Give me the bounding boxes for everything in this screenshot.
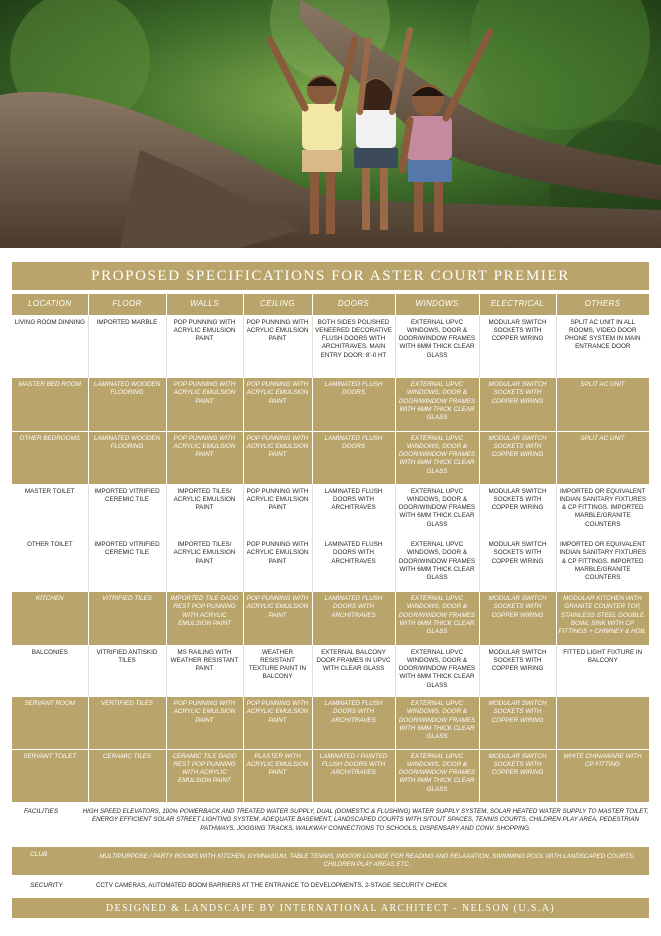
spec-cell: EXTERNAL UPVC WINDOWS, DOOR & DOOR/WINDOW FRAMES WITH 6MM THICK CLEAR GLASS — [395, 378, 479, 431]
table-header-row — [12, 294, 649, 315]
spec-cell: VITRIFIED TILES — [88, 592, 166, 645]
facilities-section — [12, 804, 649, 846]
spec-cell: MS RAILING WITH WEATHER RESISTANT PAINT — [166, 645, 243, 697]
spec-cell: POP PUNNING WITH ACRYLIC EMULSION PAINT — [166, 431, 243, 484]
spec-cell: IMPORTED VITRIFIED CEREMIC TILE — [88, 538, 166, 592]
spec-cell: IMPORTED OR EQUIVALENT INDIAN SANITARY FIXTURES & CP FITTINGS. IMPORTED MARBLE/GRANITE COUNTERS — [556, 538, 649, 592]
column-header: OTHERS — [556, 294, 649, 315]
spec-cell: EXTERNAL UPVC WINDOWS, DOOR & DOOR/WINDOW FRAMES WITH 6MM THICK CLEAR GLASS — [395, 484, 479, 538]
facilities-label: FACILITIES — [24, 808, 59, 815]
spec-cell: IMPORTED VITRIFIED CEREMIC TILE — [88, 484, 166, 538]
spec-cell: BOTH SIDES POLISHED VENEERED DECORATIVE FLUSH DOORS WITH ARCHITRAVES. MAIN ENTRY DOOR: 8'-0 HT — [312, 315, 395, 378]
spec-cell: MODULAR SWITCH SOCKETS WITH COPPER WIRING — [479, 697, 556, 749]
spec-cell: POP PUNNING WITH ACRYLIC EMULSION PAINT — [166, 378, 243, 431]
spec-cell: EXTERNAL UPVC WINDOWS, DOOR & DOOR/WINDOW FRAMES WITH 6MM THICK CLEAR GLASS — [395, 645, 479, 697]
column-header: FLOOR — [88, 294, 166, 315]
location-cell: BALCONIES — [12, 645, 88, 697]
column-header: WINDOWS — [395, 294, 479, 315]
spec-cell: MODULAR SWITCH SOCKETS WITH COPPER WIRING — [479, 315, 556, 378]
club-section — [12, 847, 649, 875]
spec-cell: POP PUNNING WITH ACRYLIC EMULSION PAINT — [243, 431, 312, 484]
hero-photo — [0, 0, 661, 248]
page-title: PROPOSED SPECIFICATIONS FOR ASTER COURT PREMIER — [91, 267, 570, 284]
location-cell: LIVING ROOM DINNING — [12, 315, 88, 378]
spec-cell: PLASTER WITH ACRYLIC EMULSION PAINT — [243, 749, 312, 802]
table-row — [12, 378, 649, 431]
spec-cell: MODULAR SWITCH SOCKETS WITH COPPER WIRING — [479, 592, 556, 645]
table-row — [12, 315, 649, 378]
spec-cell: POP PUNNING WITH ACRYLIC EMULSION PAINT — [243, 697, 312, 749]
spec-cell — [556, 697, 649, 749]
spec-cell: CERAMIC TILES — [88, 749, 166, 802]
spec-cell: VITRIFIED ANTISKID TILES — [88, 645, 166, 697]
specifications-table — [12, 294, 650, 803]
table-row — [12, 484, 649, 538]
spec-cell: MODULAR SWITCH SOCKETS WITH COPPER WIRING — [479, 378, 556, 431]
table-row — [12, 697, 649, 749]
security-text: CCTV CAMERAS, AUTOMATED BOOM BARRIERS AT THE ENTRANCE TO DEVELOPMENTS, 2-STAGE SECURITY CHECK — [96, 882, 448, 889]
spec-cell: MODULAR SWITCH SOCKETS WITH COPPER WIRING — [479, 645, 556, 697]
spec-cell: POP PUNNING WITH ACRYLIC EMULSION PAINT — [243, 538, 312, 592]
security-section — [12, 876, 649, 898]
column-header: WALLS — [166, 294, 243, 315]
children-on-tree-illustration — [0, 0, 661, 248]
spec-cell: WEATHER RESISTANT TEXTURE PAINT IN BALCONY — [243, 645, 312, 697]
table-row — [12, 592, 649, 645]
facilities-text: HIGH SPEED ELEVATORS, 100% POWERBACK AND TREATED WATER SUPPLY, DUAL (DOMESTIC & FLUSHING) WATER SUPPLY SYSTEM, SOLAR HEATED WATER SUPPLY TO MASTER TOILET, ENERGY EFFICIENT SOLAR STREET LIGHTING SYSTEM, ADEQUATE BASEMENT, LANDSCAPED COURTS WITH SITOUT SPACES, TENNIS COURTS, CHILDREN PLAY AREA, PEDESTRIAN PATHWAYS, JOGGING TRACKS, WALKWAY CONNECTIONS TO SCHOOLS, DISPENSARY AND CONV. SHOPPING. — [82, 808, 649, 832]
spec-cell: MODULAR SWITCH SOCKETS WITH COPPER WIRING — [479, 431, 556, 484]
architect-credit: DESIGNED & LANDSCAPE BY INTERNATIONAL ARCHITECT - NELSON (U.S.A) — [105, 902, 556, 914]
spec-cell: LAMINATED / PAINTED FLUSH DOORS WITH ARCHITRAVES — [312, 749, 395, 802]
spec-cell: MODULAR KITCHEN WITH GRANITE COUNTER TOP, STAINLESS STEEL DOUBLE BOWL SINK WITH CP FITTINGS + CHIMNEY & HOB. — [556, 592, 649, 645]
column-header: CEILING — [243, 294, 312, 315]
table-row — [12, 431, 649, 484]
spec-cell: LAMINATED FLUSH DOORS WITH ARCHITRAVES — [312, 697, 395, 749]
spec-cell: IMPORTED TILES/ ACRYLIC EMULSION PAINT — [166, 538, 243, 592]
footer-band — [12, 898, 649, 918]
specification-sheet — [0, 248, 661, 936]
spec-cell: IMPORTED TILE DADO REST POP PUNNING WITH ACRYLIC EMULSION PAINT — [166, 592, 243, 645]
table-row — [12, 645, 649, 697]
spec-cell: POP PUNNING WITH ACRYLIC EMULSION PAINT — [243, 484, 312, 538]
spec-cell: LAMINATED FLUSH DOORS — [312, 431, 395, 484]
spec-cell: SPLIT AC UNIT — [556, 378, 649, 431]
spec-cell: EXTERNAL UPVC WINDOWS, DOOR & DOOR/WINDOW FRAMES WITH 6MM THICK CLEAR GLASS — [395, 749, 479, 802]
location-cell: OTHER TOILET — [12, 538, 88, 592]
spec-cell: WHITE CHINAWARE WITH CP FITTING — [556, 749, 649, 802]
spec-cell: EXTERNAL UPVC WINDOWS, DOOR & DOOR/WINDOW FRAMES WITH 6MM THICK CLEAR GLASS — [395, 592, 479, 645]
spec-cell: POP PUNNING WITH ACRYLIC EMULSION PAINT — [166, 315, 243, 378]
spec-cell: LAMINATED FLUSH DOORS WITH ARCHITRAVES — [312, 484, 395, 538]
spec-cell: IMPORTED OR EQUIVALENT INDIAN SANITARY FIXTURES & CP FITTINGS. IMPORTED MARBLE/GRANITE COUNTERS — [556, 484, 649, 538]
spec-cell: MODULAR SWITCH SOCKETS WITH COPPER WIRING — [479, 484, 556, 538]
spec-cell: MODULAR SWITCH SOCKETS WITH COPPER WIRING — [479, 538, 556, 592]
location-cell: MASTER BED ROOM — [12, 378, 88, 431]
spec-cell: EXTERNAL UPVC WINDOWS, DOOR & DOOR/WINDOW FRAMES WITH 6MM THICK CLEAR GLASS — [395, 697, 479, 749]
spec-cell: FITTED LIGHT FIXTURE IN BALCONY — [556, 645, 649, 697]
spec-cell: SPLIT AC UNIT IN ALL ROOMS, VIDEO DOOR PHONE SYSTEM IN MAIN ENTRANCE DOOR — [556, 315, 649, 378]
spec-cell: LAMINATED FLUSH DOORS — [312, 378, 395, 431]
spec-cell: LAMINATED WOODEN FLOORING — [88, 431, 166, 484]
location-cell: SERVANT ROOM — [12, 697, 88, 749]
spec-cell: MODULAR SWITCH SOCKETS WITH COPPER WIRING — [479, 749, 556, 802]
club-text: MULTIPURPOSE / PARTY ROOMS WITH KITCHEN, GYMNASIUM, TABLE TENNIS, INDOOR LOUNGE FOR READING AND RELAXATION, SWIMMING POOL WITH LANDSCAPED COURTS, CHILDREN PLAY AREAS ETC. — [99, 853, 635, 869]
column-header: ELECTRICAL — [479, 294, 556, 315]
spec-cell: IMPORTED TILES/ ACRYLIC EMULSION PAINT — [166, 484, 243, 538]
spec-cell: LAMINATED WOODEN FLOORING — [88, 378, 166, 431]
location-cell: MASTER TOILET — [12, 484, 88, 538]
security-label: SECURITY — [30, 882, 63, 889]
location-cell: KITCHEN — [12, 592, 88, 645]
club-label: CLUB — [30, 851, 48, 858]
column-header: LOCATION — [12, 294, 88, 315]
spec-cell: SPLIT AC UNIT — [556, 431, 649, 484]
spec-cell: POP PUNNING WITH ACRYLIC EMULSION PAINT — [243, 592, 312, 645]
table-row — [12, 749, 649, 802]
spec-cell: CERAMIC TILE DADO REST POP PUNNING WITH ACRYLIC EMULSION PAINT — [166, 749, 243, 802]
column-header: DOORS — [312, 294, 395, 315]
table-row — [12, 538, 649, 592]
location-cell: OTHER BEDROOMS — [12, 431, 88, 484]
spec-cell: POP PUNNING WITH ACRYLIC EMULSION PAINT — [243, 315, 312, 378]
spec-cell: VERTIFIED TILES — [88, 697, 166, 749]
location-cell: SERVANT TOILET — [12, 749, 88, 802]
spec-cell: IMPORTED MARBLE — [88, 315, 166, 378]
title-band — [12, 262, 649, 292]
spec-cell: POP PUNNING WITH ACRYLIC EMULSION PAINT — [243, 378, 312, 431]
spec-cell: EXTERNAL UPVC WINDOWS, DOOR & DOOR/WINDOW FRAMES WITH 6MM THICK CLEAR GLASS — [395, 315, 479, 378]
spec-cell: EXTERNAL UPVC WINDOWS, DOOR & DOOR/WINDOW FRAMES WITH 6MM THICK CLEAR GLASS — [395, 538, 479, 592]
spec-cell: EXTERNAL UPVC WINDOWS, DOOR & DOOR/WINDOW FRAMES WITH 6MM THICK CLEAR GLASS — [395, 431, 479, 484]
spec-cell: LAMINATED FLUSH DOORS WITH ARCHITRAVES — [312, 538, 395, 592]
spec-cell: LAMINATED FLUSH DOORS WITH ARCHITRAVES — [312, 592, 395, 645]
spec-cell: POP PUNNING WITH ACRYLIC EMULSION PAINT — [166, 697, 243, 749]
spec-cell: EXTERNAL BALCONY DOOR FRAMES IN UPVC WITH CLEAR GLASS — [312, 645, 395, 697]
